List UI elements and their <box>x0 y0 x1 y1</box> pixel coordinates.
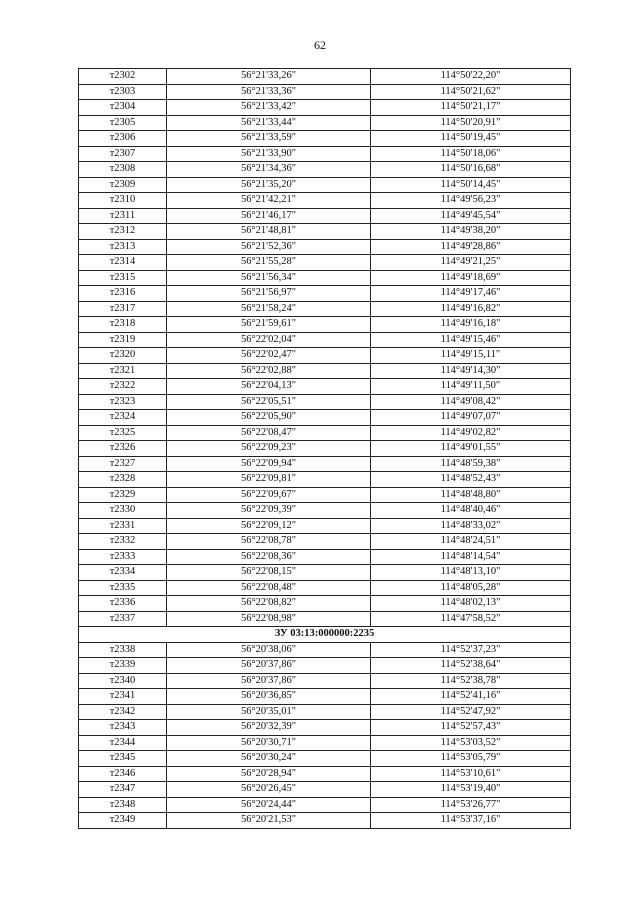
table-row <box>79 301 571 317</box>
latitude-cell: 56°22'09,67" <box>167 487 371 503</box>
point-id-cell: т2322 <box>79 379 167 395</box>
table-row <box>79 673 571 689</box>
latitude-cell: 56°21'48,81" <box>167 224 371 240</box>
latitude-cell: 56°21'55,28" <box>167 255 371 271</box>
longitude-cell: 114°49'45,54" <box>371 208 571 224</box>
table-row <box>79 580 571 596</box>
table-row <box>79 549 571 565</box>
longitude-cell: 114°48'24,51" <box>371 534 571 550</box>
table-row <box>79 332 571 348</box>
longitude-cell: 114°49'18,69" <box>371 270 571 286</box>
coordinates-table-body-top <box>79 69 571 627</box>
longitude-cell: 114°49'21,25" <box>371 255 571 271</box>
latitude-cell: 56°20'35,01" <box>167 704 371 720</box>
point-id-cell: т2333 <box>79 549 167 565</box>
point-id-cell: т2335 <box>79 580 167 596</box>
table-row <box>79 735 571 751</box>
longitude-cell: 114°50'16,68" <box>371 162 571 178</box>
longitude-cell: 114°48'13,10" <box>371 565 571 581</box>
table-row <box>79 456 571 472</box>
table-row <box>79 239 571 255</box>
latitude-cell: 56°20'30,71" <box>167 735 371 751</box>
table-row <box>79 131 571 147</box>
latitude-cell: 56°21'33,59" <box>167 131 371 147</box>
point-id-cell: т2315 <box>79 270 167 286</box>
point-id-cell: т2339 <box>79 658 167 674</box>
table-row <box>79 797 571 813</box>
section-heading-row <box>79 627 571 643</box>
point-id-cell: т2349 <box>79 813 167 829</box>
latitude-cell: 56°22'05,51" <box>167 394 371 410</box>
latitude-cell: 56°20'30,24" <box>167 751 371 767</box>
latitude-cell: 56°22'09,12" <box>167 518 371 534</box>
point-id-cell: т2336 <box>79 596 167 612</box>
point-id-cell: т2328 <box>79 472 167 488</box>
point-id-cell: т2303 <box>79 84 167 100</box>
point-id-cell: т2344 <box>79 735 167 751</box>
point-id-cell: т2347 <box>79 782 167 798</box>
point-id-cell: т2332 <box>79 534 167 550</box>
longitude-cell: 114°53'10,61" <box>371 766 571 782</box>
latitude-cell: 56°22'09,23" <box>167 441 371 457</box>
latitude-cell: 56°22'04,13" <box>167 379 371 395</box>
latitude-cell: 56°21'33,44" <box>167 115 371 131</box>
longitude-cell: 114°49'08,42" <box>371 394 571 410</box>
table-row <box>79 704 571 720</box>
longitude-cell: 114°49'17,46" <box>371 286 571 302</box>
longitude-cell: 114°49'56,23" <box>371 193 571 209</box>
longitude-cell: 114°48'52,43" <box>371 472 571 488</box>
table-row <box>79 363 571 379</box>
latitude-cell: 56°22'08,82" <box>167 596 371 612</box>
point-id-cell: т2318 <box>79 317 167 333</box>
latitude-cell: 56°20'36,85" <box>167 689 371 705</box>
latitude-cell: 56°22'02,47" <box>167 348 371 364</box>
latitude-cell: 56°21'52,36" <box>167 239 371 255</box>
latitude-cell: 56°22'08,47" <box>167 425 371 441</box>
latitude-cell: 56°21'56,97" <box>167 286 371 302</box>
point-id-cell: т2319 <box>79 332 167 348</box>
latitude-cell: 56°22'09,94" <box>167 456 371 472</box>
point-id-cell: т2302 <box>79 69 167 85</box>
table-row <box>79 84 571 100</box>
longitude-cell: 114°48'48,80" <box>371 487 571 503</box>
longitude-cell: 114°47'58,52" <box>371 611 571 627</box>
point-id-cell: т2340 <box>79 673 167 689</box>
table-row <box>79 286 571 302</box>
table-row <box>79 658 571 674</box>
point-id-cell: т2307 <box>79 146 167 162</box>
table-row <box>79 720 571 736</box>
longitude-cell: 114°50'18,06" <box>371 146 571 162</box>
longitude-cell: 114°48'33,02" <box>371 518 571 534</box>
point-id-cell: т2346 <box>79 766 167 782</box>
latitude-cell: 56°21'59,61" <box>167 317 371 333</box>
table-row <box>79 410 571 426</box>
table-row <box>79 642 571 658</box>
table-row <box>79 162 571 178</box>
point-id-cell: т2311 <box>79 208 167 224</box>
longitude-cell: 114°48'02,13" <box>371 596 571 612</box>
latitude-cell: 56°20'38,06" <box>167 642 371 658</box>
point-id-cell: т2308 <box>79 162 167 178</box>
longitude-cell: 114°49'11,50" <box>371 379 571 395</box>
point-id-cell: т2330 <box>79 503 167 519</box>
longitude-cell: 114°52'41,16" <box>371 689 571 705</box>
point-id-cell: т2327 <box>79 456 167 472</box>
longitude-cell: 114°49'14,30" <box>371 363 571 379</box>
table-row <box>79 224 571 240</box>
longitude-cell: 114°53'37,16" <box>371 813 571 829</box>
latitude-cell: 56°21'33,26" <box>167 69 371 85</box>
longitude-cell: 114°50'14,45" <box>371 177 571 193</box>
longitude-cell: 114°52'37,23" <box>371 642 571 658</box>
point-id-cell: т2341 <box>79 689 167 705</box>
point-id-cell: т2338 <box>79 642 167 658</box>
longitude-cell: 114°50'19,45" <box>371 131 571 147</box>
longitude-cell: 114°53'05,79" <box>371 751 571 767</box>
point-id-cell: т2320 <box>79 348 167 364</box>
table-row <box>79 394 571 410</box>
longitude-cell: 114°50'20,91" <box>371 115 571 131</box>
table-row <box>79 146 571 162</box>
longitude-cell: 114°53'03,52" <box>371 735 571 751</box>
longitude-cell: 114°49'15,46" <box>371 332 571 348</box>
point-id-cell: т2306 <box>79 131 167 147</box>
longitude-cell: 114°48'59,38" <box>371 456 571 472</box>
latitude-cell: 56°20'28,94" <box>167 766 371 782</box>
latitude-cell: 56°20'21,53" <box>167 813 371 829</box>
point-id-cell: т2334 <box>79 565 167 581</box>
longitude-cell: 114°50'22,20" <box>371 69 571 85</box>
table-row <box>79 813 571 829</box>
latitude-cell: 56°21'33,42" <box>167 100 371 116</box>
point-id-cell: т2305 <box>79 115 167 131</box>
table-row <box>79 689 571 705</box>
point-id-cell: т2310 <box>79 193 167 209</box>
table-row <box>79 379 571 395</box>
point-id-cell: т2343 <box>79 720 167 736</box>
table-row <box>79 518 571 534</box>
latitude-cell: 56°21'46,17" <box>167 208 371 224</box>
table-row <box>79 348 571 364</box>
table-row <box>79 751 571 767</box>
latitude-cell: 56°20'37,86" <box>167 658 371 674</box>
point-id-cell: т2314 <box>79 255 167 271</box>
longitude-cell: 114°49'16,82" <box>371 301 571 317</box>
table-row <box>79 534 571 550</box>
longitude-cell: 114°49'15,11" <box>371 348 571 364</box>
longitude-cell: 114°48'14,54" <box>371 549 571 565</box>
point-id-cell: т2331 <box>79 518 167 534</box>
longitude-cell: 114°48'05,28" <box>371 580 571 596</box>
latitude-cell: 56°21'42,21" <box>167 193 371 209</box>
table-row <box>79 115 571 131</box>
point-id-cell: т2329 <box>79 487 167 503</box>
longitude-cell: 114°50'21,62" <box>371 84 571 100</box>
point-id-cell: т2316 <box>79 286 167 302</box>
longitude-cell: 114°50'21,17" <box>371 100 571 116</box>
table-row <box>79 193 571 209</box>
latitude-cell: 56°21'35,20" <box>167 177 371 193</box>
coordinates-table-body-bottom <box>79 642 571 828</box>
longitude-cell: 114°48'40,46" <box>371 503 571 519</box>
table-row <box>79 487 571 503</box>
table-row <box>79 317 571 333</box>
point-id-cell: т2313 <box>79 239 167 255</box>
point-id-cell: т2325 <box>79 425 167 441</box>
point-id-cell: т2342 <box>79 704 167 720</box>
latitude-cell: 56°22'09,81" <box>167 472 371 488</box>
table-row <box>79 255 571 271</box>
longitude-cell: 114°49'28,86" <box>371 239 571 255</box>
latitude-cell: 56°20'32,39" <box>167 720 371 736</box>
longitude-cell: 114°49'02,82" <box>371 425 571 441</box>
table-row <box>79 503 571 519</box>
latitude-cell: 56°22'05,90" <box>167 410 371 426</box>
point-id-cell: т2304 <box>79 100 167 116</box>
latitude-cell: 56°20'24,44" <box>167 797 371 813</box>
point-id-cell: т2326 <box>79 441 167 457</box>
latitude-cell: 56°21'56,34" <box>167 270 371 286</box>
coordinates-table <box>78 68 571 829</box>
latitude-cell: 56°21'34,36" <box>167 162 371 178</box>
table-row <box>79 782 571 798</box>
longitude-cell: 114°52'38,64" <box>371 658 571 674</box>
longitude-cell: 114°49'38,20" <box>371 224 571 240</box>
section-heading: ЗУ 03:13:000000:2235 <box>79 627 571 643</box>
point-id-cell: т2323 <box>79 394 167 410</box>
latitude-cell: 56°22'09,39" <box>167 503 371 519</box>
latitude-cell: 56°20'37,86" <box>167 673 371 689</box>
longitude-cell: 114°49'07,07" <box>371 410 571 426</box>
table-row <box>79 100 571 116</box>
longitude-cell: 114°53'26,77" <box>371 797 571 813</box>
table-row <box>79 177 571 193</box>
page-number: 62 <box>314 38 326 52</box>
table-row <box>79 425 571 441</box>
point-id-cell: т2324 <box>79 410 167 426</box>
point-id-cell: т2312 <box>79 224 167 240</box>
table-row <box>79 766 571 782</box>
table-row <box>79 270 571 286</box>
longitude-cell: 114°49'01,55" <box>371 441 571 457</box>
latitude-cell: 56°22'08,98" <box>167 611 371 627</box>
table-row <box>79 208 571 224</box>
latitude-cell: 56°22'08,36" <box>167 549 371 565</box>
latitude-cell: 56°22'02,88" <box>167 363 371 379</box>
latitude-cell: 56°22'08,15" <box>167 565 371 581</box>
latitude-cell: 56°22'08,78" <box>167 534 371 550</box>
longitude-cell: 114°49'16,18" <box>371 317 571 333</box>
longitude-cell: 114°53'19,40" <box>371 782 571 798</box>
table-row <box>79 441 571 457</box>
table-row <box>79 472 571 488</box>
point-id-cell: т2348 <box>79 797 167 813</box>
point-id-cell: т2345 <box>79 751 167 767</box>
point-id-cell: т2321 <box>79 363 167 379</box>
longitude-cell: 114°52'57,43" <box>371 720 571 736</box>
latitude-cell: 56°21'33,36" <box>167 84 371 100</box>
latitude-cell: 56°22'02,04" <box>167 332 371 348</box>
section-heading-group <box>79 627 571 643</box>
table-row <box>79 69 571 85</box>
point-id-cell: т2317 <box>79 301 167 317</box>
latitude-cell: 56°22'08,48" <box>167 580 371 596</box>
latitude-cell: 56°20'26,45" <box>167 782 371 798</box>
table-row <box>79 596 571 612</box>
point-id-cell: т2337 <box>79 611 167 627</box>
table-row <box>79 565 571 581</box>
longitude-cell: 114°52'47,92" <box>371 704 571 720</box>
latitude-cell: 56°21'33,90" <box>167 146 371 162</box>
table-row <box>79 611 571 627</box>
latitude-cell: 56°21'58,24" <box>167 301 371 317</box>
longitude-cell: 114°52'38,78" <box>371 673 571 689</box>
point-id-cell: т2309 <box>79 177 167 193</box>
